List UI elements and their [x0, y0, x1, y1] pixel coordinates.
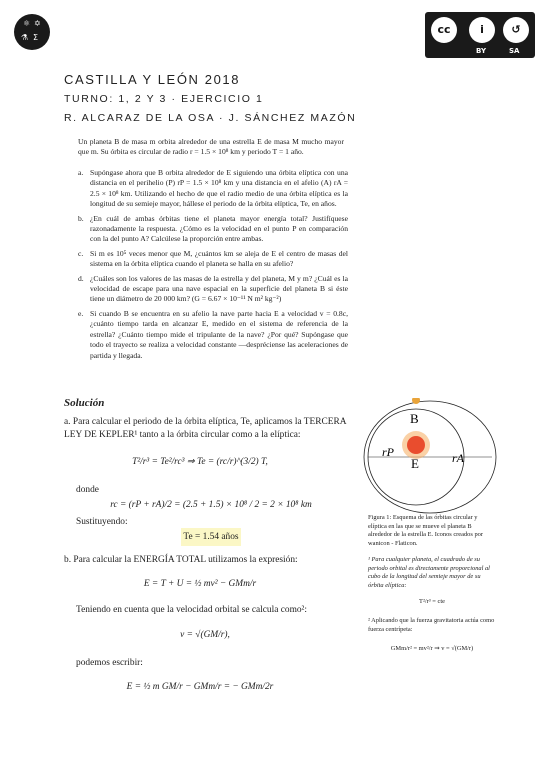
rc-equation: rc = (rP + rA)/2 = (2.5 + 1.5) × 10⁸ / 2 = 2 × 10⁸ km	[110, 500, 312, 510]
society-logo	[14, 14, 50, 50]
figure-caption: Figura 1: Esquema de las órbitas circular y elíptica en las que se mueve el planeta B alrededor de la estrella E. Iconos creados por wanicon - Flaticon.	[368, 514, 483, 547]
ra-label: rA	[452, 451, 464, 465]
page-authors: R. ALCARAZ DE LA OSA · J. SÁNCHEZ MAZÓN	[64, 112, 357, 124]
creative-commons-badge	[425, 12, 535, 58]
energy-final-equation: E = ½ m GM/r − GMm/r = − GMm/2r	[126, 682, 274, 692]
question-text: ¿En cuál de ambas órbitas tiene el planeta mayor energía total? Justifíquese razonadamente la respuesta. ¿Cómo es la velocidad en el punto P en comparación con la del punto A? Calcúlese la proporción entre ambas.	[90, 213, 348, 244]
solution-title: Solución	[64, 397, 105, 409]
person-icon: i	[469, 17, 495, 43]
question-label: d.	[78, 273, 84, 283]
result-highlight: Te = 1.54 años	[181, 528, 241, 546]
footnote-2: ² Aplicando que la fuerza gravitatoria actúa como fuerza centrípeta:	[368, 617, 495, 633]
atom-icon: ⚛	[23, 19, 31, 28]
solution-a-intro: a. Para calcular el periodo de la órbita elíptica, Te, aplicamos la TERCERA LEY DE KEPLER¹ tanto a la órbita circular como a la elíptica:	[64, 417, 346, 440]
cc-icon: cc	[431, 17, 457, 43]
energy-equation: E = T + U = ½ mv² − GMm/r	[143, 579, 257, 589]
star-icon	[407, 436, 425, 454]
by-label: BY	[476, 47, 487, 55]
footnote-1-equation: T²/r³ = cte	[419, 598, 445, 605]
kepler-equation: T²/r³ = Te²/rc³ ⇒ Te = (rc/r)^(3/2) T,	[132, 457, 268, 467]
question-list	[78, 168, 348, 361]
share-alike-icon: ↺	[503, 17, 529, 43]
question-text: Si m es 10⁵ veces menor que M, ¿cuántos km se aleja de E el centro de masas del sistema en la órbita elíptica cuando el planeta se halla en su afelio?	[90, 248, 348, 269]
page-subtitle: TURNO: 1, 2 Y 3 · EJERCICIO 1	[64, 93, 264, 105]
star-icon: ✡	[34, 19, 41, 28]
question-label: a.	[78, 168, 84, 177]
intro-paragraph: Un planeta B de masa m orbita alrededor de una estrella E de masa M mucho mayor que m. Su órbita es circular de radio r = 1.5 × 10⁸ km y periodo T = 1 año.	[78, 137, 344, 157]
footnote-2-equation: GMm/r² = mv²/r ⇒ v = √(GM/r)	[390, 645, 474, 652]
question-label: b.	[78, 213, 84, 223]
planet-label: B	[410, 411, 419, 426]
orbit-figure	[360, 398, 500, 516]
sa-label: SA	[509, 47, 520, 55]
velocity-equation: v = √(GM/r),	[180, 630, 230, 640]
question-item	[78, 249, 348, 270]
question-item	[78, 214, 348, 245]
sustituyendo-text: Sustituyendo:	[76, 517, 128, 527]
question-text: ¿Cuáles son los valores de las masas de la estrella y del planeta, M y m? ¿Cuál es la velocidad de escape para una nave espacial en la superficie del planeta B si éste tiene un diámetro de 20 000 km? (G = 6.67 × 10⁻¹¹ N m² kg⁻²)	[90, 273, 348, 304]
flask-icon: ⚗	[21, 33, 29, 42]
question-item	[78, 309, 348, 361]
star-label: E	[411, 456, 419, 471]
podemos-text: podemos escribir:	[76, 658, 143, 668]
question-text: Supóngase ahora que B orbita alrededor de E siguiendo una órbita elíptica con una distancia en el perihelio (P) rP = 1.5 × 10⁸ km y una distancia en el afelio (A) rA = 2.5 × 10⁸ km. Utilizando el hecho de que el radio medio de una órbita elíptica es la longitud de su semieje mayor, hállese el periodo de la órbita elíptica, Te, en años.	[90, 168, 348, 209]
question-label: c.	[78, 248, 84, 258]
question-item	[78, 274, 348, 305]
donde-text: donde	[76, 485, 99, 495]
rp-label: rP	[382, 445, 394, 459]
question-item	[78, 168, 348, 210]
question-label: e.	[78, 308, 84, 318]
footnote-1: ¹ Para cualquier planeta, el cuadrado de su periodo orbital es directamente proporcional al cubo de la longitud del semieje mayor de su órbita elíptica:	[368, 556, 490, 589]
question-text: Si cuando B se encuentra en su afelio la nave parte hacia E a velocidad v = 0.8c, ¿cuánto tiempo tarda en alcanzar E, medido en el sistema de referencia de la estrella? ¿Cuánto tiempo mide el tripulante de la nave? ¿Por qué? Supóngase que todo el trayecto se realiza a velocidad constante —despréciense las aceleraciones de partida y llegada.	[90, 308, 348, 360]
solution-b-intro: b. Para calcular la ENERGÍA TOTAL utilizamos la expresión:	[64, 555, 298, 565]
sigma-icon: Σ	[33, 33, 39, 42]
solution-b-text: Teniendo en cuenta que la velocidad orbital se calcula como²:	[76, 605, 307, 615]
page-title: CASTILLA Y LEÓN 2018	[64, 72, 241, 87]
